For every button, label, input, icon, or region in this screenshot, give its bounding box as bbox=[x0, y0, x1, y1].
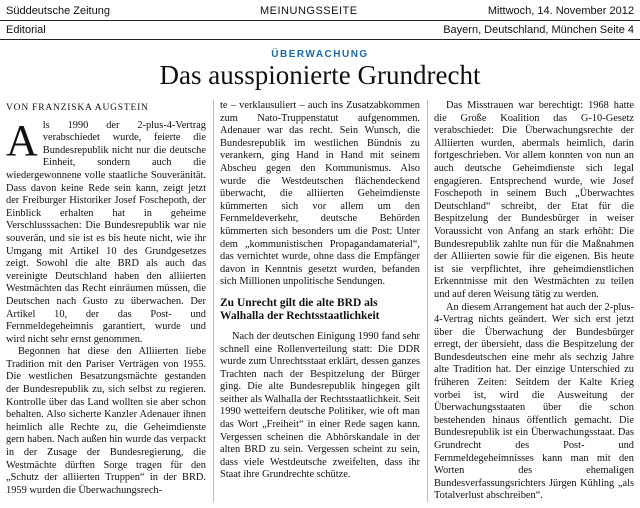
paragraph: Das Misstrauen war berechtigt: 1968 hatte die Große Koalition das G-10-Gesetz verabschiedet: Die Überwachungsrechte der Alliierten wurden, abermals heimlich, darin fortgeschrieben. Vor allem konnten von nun an auch deutsche Geheimdienste sich legal engagieren. Entsprechend wurde, wie Josef Foschepoth in seinem Buch „Überwachtes Deutschland“ schreibt, der Etat für die Bespitzelung der Bundesbürger in weiser Voraussicht von Anfang an stark erhöht: Die Bundesrepublik zahlte nun für die Maßnahmen der Alliierten sowie für die eigenen. Bis heute ist sie verpflichtet, ihre geheimdienstlichen Erkenntnisse mit den Westmächten zu teilen und auf deren Weisung tätig zu werden. bbox=[434, 100, 634, 300]
article-column-2 bbox=[220, 100, 420, 504]
paragraph: An diesem Arrangement hat auch der 2-plus-4-Vertrag nichts geändert. Wer sich erst jetzt über die Überwachung der Bundesbürger erregt, der übersieht, dass die Bespitzelung der Bundesdeutschen eine mehr als sechzig Jahre alte Tradition hat. Der einzige Unterschied zu früheren Zeiten: Seitdem der Kalte Krieg vorbei ist, wird die Ausweitung der Überwachungsstaaten über die schon bestehenden hinaus öffentlich gemacht. Die Bundesrepublik ist ein Überwachungsstaat. Das Grundrecht des Post- und Fernmeldegeheimnisses kann man mit den Worten des ehemaligen Bundesverfassungsrichters Jürgen Kühling „als Totalverlust abschreiben“. bbox=[434, 301, 634, 502]
edition-label: Bayern, Deutschland, München Seite 4 bbox=[443, 24, 634, 36]
column-divider bbox=[427, 100, 428, 502]
paragraph: Begonnen hat diese den Alliierten liebe Tradition mit den Pariser Verträgen von 1955. Die westlichen Besatzungsmächte gestanden der Bundesrepublik zu, sich selbst zu regieren. Kontrolle über das Land wollten sie aber schon behalten. Also sicherte Kanzler Adenauer ihnen heimlich alle Rechte zu, die Geheimdienste gern haben. Nach außen hin wurde das verpackt in der Zusage der Bundesregierung, die Westmächte dürften Sorge tragen für den „Schutz der alliierten Truppen“ in der BRD. 1959 wurden die Überwachungsrech- bbox=[6, 346, 206, 496]
lead-paragraph bbox=[6, 115, 206, 347]
rubric-label: Editorial bbox=[6, 24, 46, 36]
article-column-3 bbox=[434, 100, 634, 504]
paragraph: te – verklausuliert – auch ins Zusatzabkommen zum Nato-Truppenstatut aufgenommen. Adenauer war das recht. Sein Wunsch, die Bundesrepublik im westlichen Bündnis zu verankern, ging Hand in Hand mit seinem Abscheu gegen den Kommunismus. Also wurde die Westdeutschen flächendeckend überwacht, die alliierten Geheimdienste kümmerten sich vor allem um den Fernmeldeverkehr, deutsche Behörden kümmerten sich besonders um die Post: Unter dem „kommunistischen Propagandamaterial“, das vernichtet wurde, ohne dass die Empfänger davon in Kenntnis gesetzt wurden, befanden sich Millionen unpolitische Sendungen. bbox=[220, 100, 420, 288]
newspaper-name: Süddeutsche Zeitung bbox=[6, 5, 110, 17]
column-divider bbox=[213, 100, 214, 502]
byline: VON FRANZISKA AUGSTEIN bbox=[6, 103, 149, 113]
article-headline: Das ausspionierte Grundrecht bbox=[159, 60, 481, 90]
issue-date: Mittwoch, 14. November 2012 bbox=[487, 5, 634, 17]
article-column-1 bbox=[6, 100, 206, 504]
rubric-row bbox=[0, 23, 640, 37]
article-kicker: ÜBERWACHUNG bbox=[271, 49, 369, 60]
section-name: MEINUNGSSEITE bbox=[260, 5, 358, 17]
header-rule bbox=[0, 20, 640, 21]
masthead-row bbox=[0, 4, 640, 18]
subheading: Zu Unrecht gilt die alte BRD als Walhalla der Rechtsstaatlichkeit bbox=[220, 296, 380, 322]
paragraph: Nach der deutschen Einigung 1990 fand sehr schnell eine Rollenverteilung statt: Die DDR wurde zum Unrechtsstaat erklärt, dessen ganzes Trachten nach der Bespitzelung der Bürger ging. Die alte Bundesrepublik hingegen gilt seither als Walhalla der Rechtsstaatlichkeit. Seit 1990 wetteifern deutsche Politiker, wie oft man das Wort „Freiheit“ in einer Rede sagen kann. Vergessen scheinen die Abhörskandale in der alten BRD zu sein. Vergessen scheint zu sein, dass viele Westdeutsche zweifelten, dass ihr Staat ihre Grundrechte schütze. bbox=[220, 330, 420, 481]
lead-text: ls 1990 der 2-plus-4-Vertrag verabschiedet wurde, feierte die Bundesrepublik nicht nur die deutsche Einheit, sondern auch die wiedergewonnene volle staatliche Souveränität. Dass davon keine Rede sein kann, zeigt jetzt der Freiburger Historiker Josef Foschepoth, der Einblick erhalten hat in geheime Verschlusssachen: Die Bundesrepublik war nie souverän, und sie ist es bis heute nicht, wie ihr Umgang mit Artikel 10 des Grundgesetzes zeigt. Sowohl die alte BRD als auch das vereinigte Deutschland haben den alliierten Westmächten das Recht einräumen müssen, die Deutschen nach Gusto zu überwachen. Der Artikel 10, der das Post- und Fernmeldegeheimnis garantiert, wurde und wird nicht sehr ernst genommen. bbox=[6, 119, 206, 345]
drop-cap: A bbox=[6, 115, 38, 165]
header-rule-bottom bbox=[0, 39, 640, 40]
